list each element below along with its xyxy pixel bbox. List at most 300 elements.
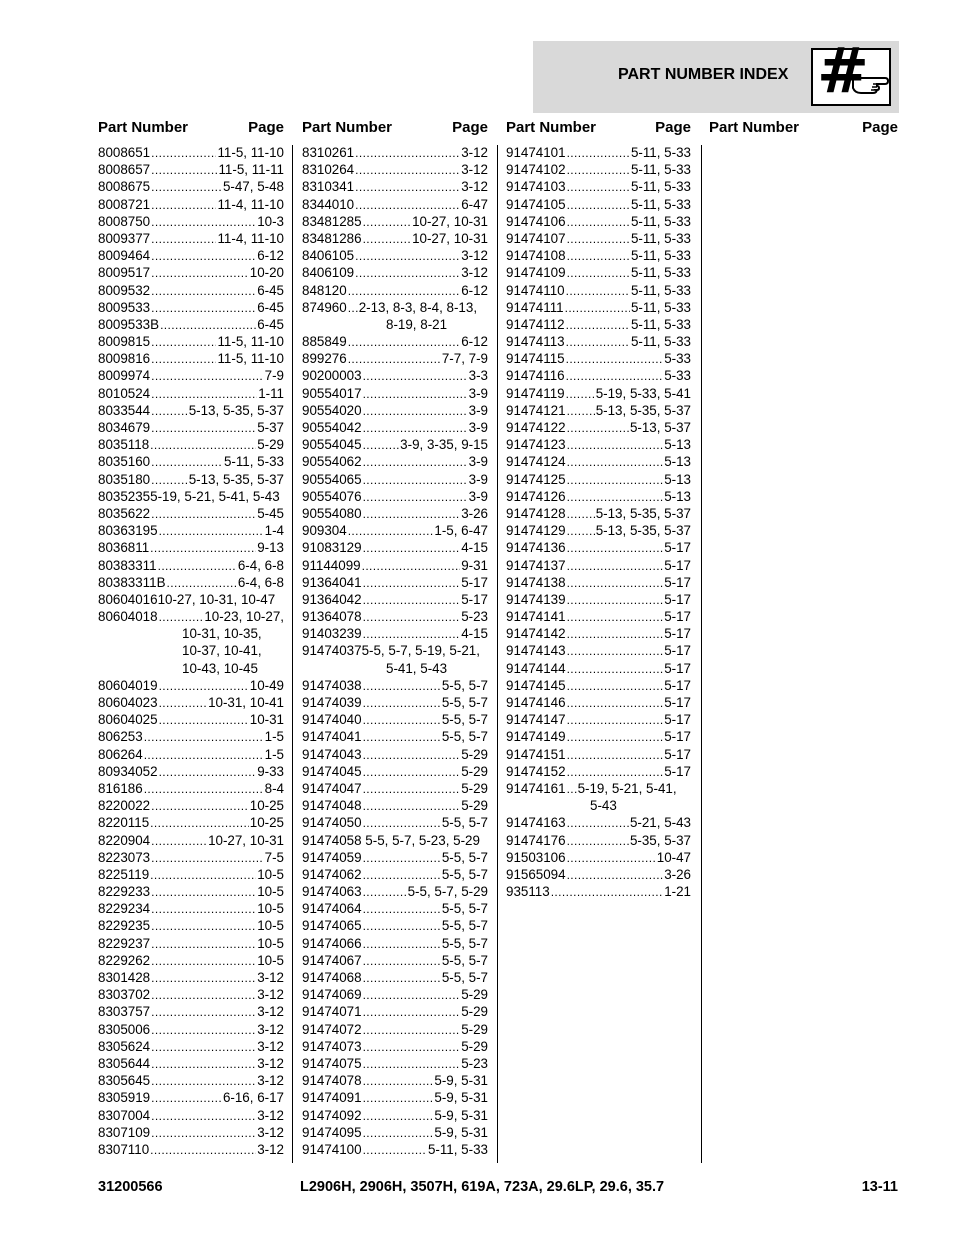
index-entry — [302, 608, 488, 625]
dot-leader — [363, 986, 461, 1004]
dot-leader — [363, 883, 407, 901]
index-entry — [506, 316, 691, 333]
page-reference: 5-37 — [257, 420, 284, 435]
dot-leader — [551, 883, 663, 901]
part-number: 8008651 — [98, 145, 151, 160]
index-entry — [302, 436, 488, 453]
index-entry — [506, 642, 691, 659]
part-number: 91474040 — [302, 712, 362, 728]
index-entry — [98, 419, 284, 436]
page-reference: 5-5, 5-7, 5-29 — [407, 884, 488, 900]
part-number: 80363195 — [98, 523, 158, 539]
dot-leader — [159, 711, 249, 729]
page-reference: 5-29 — [461, 987, 488, 1003]
part-number: 8344010 — [302, 196, 355, 212]
index-entry — [98, 539, 284, 556]
page-reference: 5-17 — [461, 574, 488, 590]
part-number-heading: Part Number — [506, 119, 597, 136]
part-number: 91474142 — [506, 626, 566, 642]
index-entry — [506, 522, 691, 539]
index-entry — [302, 1124, 488, 1141]
page-reference: 5-5, 5-7 — [441, 815, 488, 831]
index-entry — [302, 539, 488, 556]
index-entry — [506, 333, 691, 350]
index-entry — [506, 367, 691, 384]
page-reference: 7-7, 7-9 — [441, 351, 488, 367]
dot-leader — [348, 522, 434, 540]
index-entry — [302, 780, 488, 797]
index-column-3 — [506, 119, 691, 900]
page-reference: 10-49 — [249, 677, 284, 693]
index-column-4 — [709, 119, 898, 139]
dot-leader — [363, 694, 441, 712]
index-entry — [98, 230, 284, 247]
part-number: 91474147 — [506, 712, 566, 728]
part-number: 8034679 — [98, 420, 151, 435]
part-number: 8301428 — [98, 970, 151, 985]
dot-leader — [151, 178, 222, 196]
index-entry — [302, 350, 488, 367]
index-entry — [302, 385, 488, 402]
page-reference: 10-5 — [257, 952, 284, 968]
page-reference: 5-29 — [461, 780, 488, 796]
page-reference: 3-9 — [468, 454, 488, 470]
dot-leader — [363, 608, 461, 626]
dot-leader — [363, 849, 441, 867]
part-number: 8220115 — [98, 815, 150, 831]
part-number: 91474048 — [302, 798, 362, 814]
dot-leader — [567, 694, 664, 712]
page-reference: 3-12 — [257, 1073, 284, 1089]
part-number: 91474047 — [302, 780, 362, 796]
part-number-heading: Part Number — [302, 119, 393, 136]
page-reference: 5-13, 5-35, 5-37 — [595, 523, 691, 539]
page-reference: 5-23 — [461, 609, 488, 625]
part-number: 91474128 — [506, 505, 566, 521]
index-entry — [506, 660, 691, 677]
part-number: 91474151 — [506, 746, 566, 762]
dot-leader — [363, 746, 461, 764]
index-entry — [506, 625, 691, 642]
dot-leader — [151, 247, 256, 265]
part-number: 8035160 — [98, 454, 151, 470]
part-number: 8305624 — [98, 1038, 151, 1054]
dot-leader — [363, 814, 441, 832]
index-entry — [506, 419, 691, 436]
part-number: 8036811 — [98, 540, 150, 556]
page-reference: 5-29 — [257, 437, 284, 453]
page-reference: 5-13, 5-35, 5-37 — [188, 402, 284, 418]
part-number: 91474106 — [506, 213, 566, 229]
dot-leader — [151, 230, 216, 248]
page-reference: 10-5 — [257, 935, 284, 951]
dot-leader — [566, 385, 595, 403]
part-number: 91474039 — [302, 695, 362, 710]
page-reference-continued: 10-43, 10-45 — [182, 660, 258, 676]
page-reference: 7-9 — [264, 368, 284, 384]
page-reference: 5-17 — [664, 677, 691, 693]
index-entry — [302, 849, 488, 866]
dot-leader — [567, 161, 630, 179]
index-entry — [302, 1089, 488, 1106]
part-number: 816186 — [98, 780, 143, 796]
page-reference: 3-12 — [461, 248, 488, 264]
index-entry — [302, 574, 488, 591]
index-entry — [98, 1124, 284, 1141]
part-number: 90554062 — [302, 454, 362, 470]
dot-leader — [363, 1003, 461, 1021]
dot-leader — [363, 780, 461, 798]
part-number: 91474124 — [506, 454, 566, 470]
index-entry — [98, 797, 284, 814]
dot-leader — [363, 728, 441, 746]
page-reference: 6-12 — [461, 282, 488, 298]
page-reference: 3-12 — [461, 162, 488, 178]
index-entry — [302, 728, 488, 745]
dot-leader — [566, 350, 664, 368]
page-reference: 10-23, 10-27, — [204, 609, 284, 625]
dot-leader — [567, 436, 664, 454]
index-entry — [506, 780, 691, 797]
page-reference: 10-5 — [257, 884, 284, 900]
index-entry — [98, 969, 284, 986]
index-entry — [98, 333, 284, 350]
page-reference: 6-45 — [257, 282, 284, 298]
part-number: 8229262 — [98, 952, 151, 968]
index-entry — [98, 1072, 284, 1089]
part-number: 8229235 — [98, 918, 151, 934]
dot-leader — [567, 832, 629, 850]
column-header — [709, 119, 898, 139]
page-reference: 10-27, 10-31 — [208, 832, 284, 848]
page-reference: 3-12 — [257, 1055, 284, 1071]
index-entry — [302, 144, 488, 161]
index-entry — [506, 178, 691, 195]
part-number: 8229234 — [98, 901, 151, 917]
part-number: 90554065 — [302, 471, 362, 487]
dot-leader — [567, 814, 629, 832]
dot-leader — [150, 436, 256, 454]
index-entry — [98, 471, 284, 488]
part-number: 91474145 — [506, 677, 566, 693]
part-number: 8303702 — [98, 987, 151, 1003]
page-reference: 5-17 — [664, 746, 691, 762]
dot-leader — [150, 866, 256, 884]
index-entry — [506, 282, 691, 299]
dot-leader — [151, 986, 256, 1004]
index-entry — [506, 849, 691, 866]
part-number: 90554080 — [302, 505, 362, 521]
column-header — [98, 119, 284, 139]
dot-leader — [151, 1003, 256, 1021]
page-reference: 5-5, 5-7 — [441, 970, 488, 985]
dot-leader — [567, 264, 630, 282]
dot-leader — [567, 230, 630, 248]
page-reference: 9-13 — [257, 540, 284, 556]
part-number: 91474143 — [506, 643, 566, 659]
page-reference: 5-9, 5-31 — [434, 1124, 488, 1140]
index-entry — [302, 1141, 488, 1158]
dot-leader — [151, 1038, 256, 1056]
part-number: 91474064 — [302, 901, 362, 917]
part-number: 91474176 — [506, 832, 566, 848]
page-reference: 5-17 — [664, 609, 691, 625]
index-entry — [506, 677, 691, 694]
dot-leader — [363, 574, 461, 592]
part-number: 91474149 — [506, 729, 566, 745]
part-number: 8008675 — [98, 179, 151, 195]
dot-leader — [567, 453, 664, 471]
part-number: 8008721 — [98, 196, 151, 212]
index-entry — [506, 299, 691, 316]
part-number: 8035118 — [98, 437, 150, 453]
dot-leader — [363, 213, 411, 231]
part-number: 91474062 — [302, 866, 362, 882]
dot-leader — [567, 849, 656, 867]
dot-leader — [567, 608, 664, 626]
part-number: 91364078 — [302, 609, 362, 625]
dot-leader — [151, 1021, 256, 1039]
part-number: 91474138 — [506, 574, 566, 590]
page-reference: 5-9, 5-31 — [434, 1073, 488, 1089]
index-entry — [302, 711, 488, 728]
index-entry — [302, 952, 488, 969]
index-entry — [302, 178, 488, 195]
part-number: 8009816 — [98, 351, 151, 367]
page-reference: 5-13, 5-35, 5-37 — [188, 471, 284, 487]
part-number: 8035622 — [98, 505, 151, 521]
page-reference: 5-33 — [664, 368, 691, 384]
index-entry — [98, 522, 284, 539]
dot-leader — [567, 763, 664, 781]
dot-leader — [363, 471, 468, 489]
index-entry — [98, 1141, 284, 1158]
dot-leader — [566, 367, 664, 385]
part-number: 8220022 — [98, 798, 151, 814]
index-entry — [98, 264, 284, 281]
part-number: 8310264 — [302, 162, 355, 178]
part-number: 8406109 — [302, 265, 355, 281]
dot-leader — [363, 1107, 434, 1125]
page-reference: 5-19, 5-21, 5-41, — [577, 780, 677, 796]
index-entry — [98, 488, 284, 505]
dot-leader — [151, 419, 256, 437]
footer-models: L2906H, 2906H, 3507H, 619A, 723A, 29.6LP, 29.6, 35.7 — [300, 1179, 665, 1195]
part-number: 8305644 — [98, 1055, 151, 1071]
page-title: PART NUMBER INDEX — [618, 66, 789, 83]
hash-pointing-hand-icon — [811, 34, 891, 107]
dot-leader — [363, 625, 461, 643]
index-entry — [506, 866, 691, 883]
page-reference: 6-4, 6-8 — [237, 557, 284, 573]
part-number: 83481285 — [302, 213, 362, 229]
page-reference: 3-12 — [461, 179, 488, 195]
index-entry — [98, 986, 284, 1003]
page-reference: 5-13, 5-35, 5-37 — [595, 402, 691, 418]
page-reference: 4-15 — [461, 626, 488, 642]
index-entry — [302, 402, 488, 419]
index-entry — [98, 883, 284, 900]
page-reference: 5-9, 5-31 — [434, 1107, 488, 1123]
dot-leader — [355, 264, 460, 282]
part-number: 91474144 — [506, 660, 566, 676]
index-entry — [98, 299, 284, 316]
dot-leader — [363, 797, 461, 815]
part-number: 91474045 — [302, 763, 362, 779]
index-entry — [302, 763, 488, 780]
index-entry — [98, 694, 284, 711]
dot-leader — [355, 161, 460, 179]
page-reference: 10-31 — [249, 712, 284, 728]
dot-leader — [348, 299, 358, 317]
part-number: 8305006 — [98, 1021, 151, 1037]
part-number: 80604018 — [98, 609, 158, 625]
dot-leader — [348, 350, 441, 368]
dot-leader — [567, 557, 664, 575]
page-reference: 5-17 — [664, 540, 691, 556]
part-number: 8303757 — [98, 1004, 151, 1020]
index-entry — [98, 866, 284, 883]
index-entry — [506, 557, 691, 574]
page-reference: 5-5, 5-7 — [441, 952, 488, 968]
dot-leader — [151, 1107, 256, 1125]
part-number: 8406105 — [302, 248, 355, 264]
dot-leader — [363, 952, 441, 970]
part-number: 91474129 — [506, 523, 566, 539]
page-reference-continued: 8-19, 8-21 — [386, 316, 448, 332]
page-reference: 3-3 — [468, 368, 488, 384]
dot-leader — [363, 230, 411, 248]
dot-leader — [355, 178, 460, 196]
dot-leader — [363, 711, 441, 729]
part-number: 90554076 — [302, 488, 362, 504]
part-number: 91474050 — [302, 815, 362, 831]
part-number: 90554017 — [302, 385, 362, 401]
index-entry — [302, 900, 488, 917]
part-number: 80604023 — [98, 695, 158, 710]
page-reference: 3-12 — [461, 265, 488, 281]
page-reference: 5-11, 5-33 — [630, 282, 691, 298]
dot-leader — [355, 247, 460, 265]
index-entry — [302, 1072, 488, 1089]
part-number: 91474111 — [506, 299, 564, 315]
index-entry — [506, 814, 691, 831]
part-number: 80383311 — [98, 557, 157, 573]
part-number: 91364041 — [302, 574, 362, 590]
index-entry — [506, 488, 691, 505]
index-entry — [98, 763, 284, 780]
dot-leader — [567, 711, 664, 729]
part-number: 91474101 — [506, 145, 566, 160]
part-number: 935113 — [506, 884, 550, 900]
page-reference: 3-9 — [468, 471, 488, 487]
page-reference: 3-12 — [257, 1038, 284, 1054]
index-entry — [302, 333, 488, 350]
index-entry — [98, 1107, 284, 1124]
hash-glyph: # — [817, 34, 869, 107]
part-number: 91474102 — [506, 162, 566, 178]
page-reference: 5-17 — [461, 591, 488, 607]
page-reference: 5-17 — [664, 729, 691, 745]
dot-leader — [565, 299, 630, 317]
index-column-2 — [302, 119, 488, 1157]
dot-leader — [363, 900, 441, 918]
dot-leader — [567, 247, 630, 265]
index-entry — [506, 230, 691, 247]
part-number: 91474067 — [302, 952, 362, 968]
dot-leader — [363, 419, 468, 437]
index-entry — [98, 282, 284, 299]
part-number: 8009377 — [98, 230, 151, 246]
dot-leader — [362, 557, 461, 575]
dot-leader — [363, 1124, 434, 1142]
page-reference: 5-17 — [664, 660, 691, 676]
page-reference: 5-11, 5-33 — [630, 145, 691, 160]
dot-leader — [160, 316, 256, 334]
part-number: 91474100 — [302, 1141, 362, 1157]
page-heading: Page — [452, 119, 488, 136]
page-reference: 5-29 — [461, 1038, 488, 1054]
page-reference: 3-12 — [257, 970, 284, 985]
part-number: 91403239 — [302, 626, 362, 642]
part-number: 899276 — [302, 351, 347, 367]
index-entry — [98, 144, 284, 161]
index-entry — [98, 591, 284, 608]
page-reference: 5-33 — [664, 351, 691, 367]
index-entry — [506, 505, 691, 522]
index-entry — [506, 350, 691, 367]
page-reference: 6-12 — [257, 248, 284, 264]
dot-leader — [567, 728, 664, 746]
part-number: 91474136 — [506, 540, 566, 556]
index-entry — [302, 832, 488, 849]
part-number: 8305645 — [98, 1073, 151, 1089]
dot-leader — [151, 952, 256, 970]
dot-leader — [363, 677, 441, 695]
dot-leader — [567, 591, 664, 609]
index-entry — [302, 161, 488, 178]
page-reference: 10-25 — [249, 798, 284, 814]
footer-page-number: 13-11 — [861, 1179, 898, 1195]
index-entry — [302, 642, 488, 659]
index-entry — [506, 264, 691, 281]
dot-leader — [363, 436, 400, 454]
column-divider — [497, 145, 498, 1163]
part-number: 8220904 — [98, 832, 151, 848]
index-entry — [302, 213, 488, 230]
part-number: 8033544 — [98, 402, 151, 418]
page-reference: 5-35, 5-37 — [629, 832, 691, 848]
part-number: 91474069 — [302, 987, 362, 1003]
dot-leader — [566, 333, 630, 351]
part-number: 91474121 — [506, 402, 566, 418]
part-number: 885849 — [302, 334, 347, 350]
part-number: 91474105 — [506, 196, 566, 212]
index-entry — [302, 1055, 488, 1072]
dot-leader — [567, 866, 664, 884]
part-number: 91474116 — [506, 368, 565, 384]
dot-leader — [567, 642, 664, 660]
page-heading: Page — [248, 119, 284, 136]
part-number: 8009533B — [98, 316, 160, 332]
part-number: 91474123 — [506, 437, 566, 453]
dot-leader — [567, 213, 630, 231]
index-entry — [506, 574, 691, 591]
index-entry — [98, 161, 284, 178]
page-reference: 1-4 — [264, 523, 284, 539]
page-reference: 5-11, 5-33 — [223, 454, 284, 470]
index-entry — [302, 935, 488, 952]
